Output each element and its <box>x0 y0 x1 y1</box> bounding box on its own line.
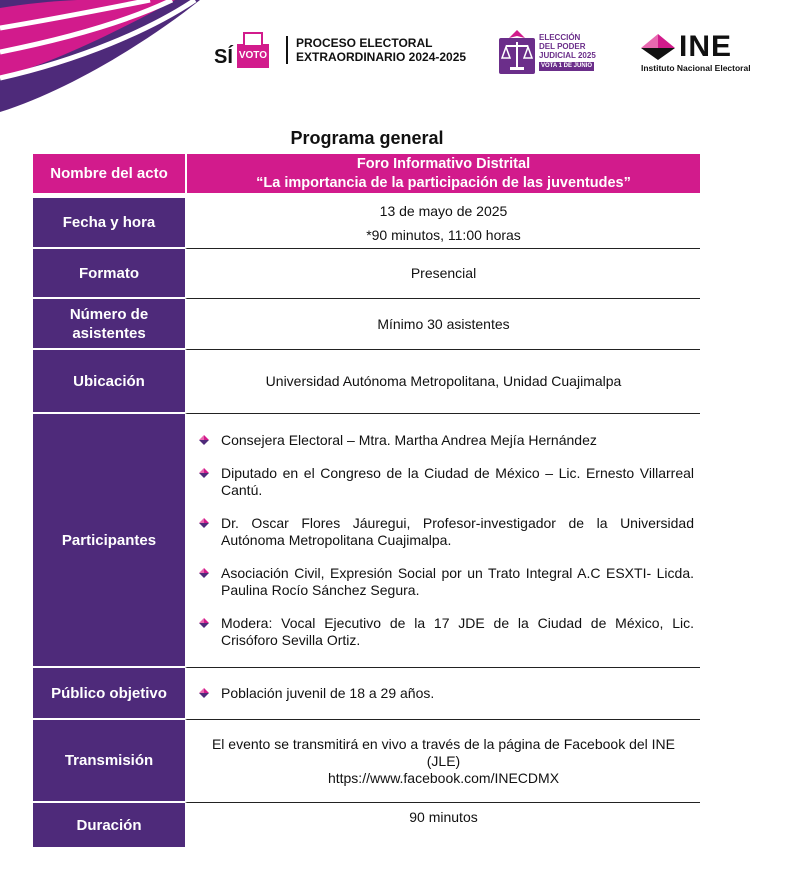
list-item <box>221 615 694 649</box>
label-participantes: Participantes <box>33 414 185 668</box>
label-numero-asistentes: Número de asistentes <box>33 299 185 350</box>
si-label: SÍ <box>214 46 233 68</box>
pj-line2: DEL PODER <box>539 42 586 51</box>
diamond-bullet-icon <box>199 688 209 698</box>
proceso-line2: EXTRAORDINARIO 2024-2025 <box>296 50 467 64</box>
page-title: Programa general <box>290 128 444 148</box>
row-formato <box>33 249 700 299</box>
value-participantes <box>185 414 700 668</box>
event-subtitle: “La importancia de la participación de las juventudes” <box>256 174 631 191</box>
ine-logo <box>641 32 751 73</box>
si-voto-logo <box>214 30 271 70</box>
participant-text: Diputado en el Congreso de la Ciudad de México – Lic. Ernesto Villarreal Cantú. <box>221 465 694 498</box>
participant-text: Asociación Civil, Expresión Social por un Trato Integral A.C ESXTI- Licda. Paulina Rocío Sánchez Segura. <box>221 565 694 598</box>
voto-label: VOTO <box>238 50 267 61</box>
value-formato: Presencial <box>185 249 700 299</box>
label-fecha-y-hora: Fecha y hora <box>33 198 185 249</box>
participant-text: Modera: Vocal Ejecutivo de la 17 JDE de la Ciudad de México, Lic. Crisóforo Sevilla Ortiz. <box>221 615 694 648</box>
scales-of-justice-icon <box>497 28 537 76</box>
value-nombre-del-acto <box>185 154 700 198</box>
row-fecha-y-hora <box>33 198 700 249</box>
row-nombre-del-acto <box>33 154 700 198</box>
diamond-bullet-icon <box>199 435 209 445</box>
row-participantes <box>33 414 700 668</box>
pj-line3: JUDICIAL 2025 <box>539 51 596 60</box>
diamond-bullet-icon <box>199 468 209 478</box>
value-fecha-y-hora <box>185 198 700 249</box>
label-duracion: Duración <box>33 803 185 847</box>
event-name: Foro Informativo Distrital <box>356 155 531 172</box>
row-numero-asistentes <box>33 299 700 350</box>
ine-subtitle: Instituto Nacional Electoral <box>641 63 751 73</box>
value-ubicacion: Universidad Autónoma Metropolitana, Unidad Cuajimalpa <box>185 350 700 414</box>
diamond-bullet-icon <box>199 618 209 628</box>
pj-line1: ELECCIÓN <box>539 33 581 42</box>
ine-diamond-icon <box>641 34 675 60</box>
proceso-electoral-text <box>286 36 466 64</box>
participant-text: Consejera Electoral – Mtra. Martha Andrea Mejía Hernández <box>221 432 597 448</box>
value-numero-asistentes: Mínimo 30 asistentes <box>185 299 700 350</box>
diamond-bullet-icon <box>199 568 209 578</box>
header-logos <box>0 24 791 94</box>
list-item <box>221 565 694 599</box>
list-item <box>221 515 694 549</box>
program-table <box>33 154 700 847</box>
row-publico-objetivo <box>33 668 700 720</box>
label-transmision: Transmisión <box>33 720 185 803</box>
row-transmision <box>33 720 700 803</box>
list-item <box>221 465 694 499</box>
event-duration-time: *90 minutos, 11:00 horas <box>366 226 521 243</box>
list-item <box>221 432 694 449</box>
ballot-box-icon <box>235 30 271 70</box>
event-date: 13 de mayo de 2025 <box>379 202 508 219</box>
transmision-text: El evento se transmitirá en vivo a través de la página de Facebook del INE (JLE) <box>211 735 676 769</box>
proceso-line1: PROCESO ELECTORAL <box>296 36 433 50</box>
label-formato: Formato <box>33 249 185 299</box>
row-ubicacion <box>33 350 700 414</box>
label-nombre-del-acto: Nombre del acto <box>33 154 185 198</box>
label-publico-objetivo: Público objetivo <box>33 668 185 720</box>
list-item <box>221 685 694 702</box>
value-publico-objetivo <box>185 668 700 720</box>
label-ubicacion: Ubicación <box>33 350 185 414</box>
pj-line4: VOTA 1 DE JUNIO <box>541 63 593 69</box>
publico-text: Población juvenil de 18 a 29 años. <box>221 685 435 701</box>
facebook-link[interactable]: https://www.facebook.com/INECDMX <box>327 769 560 786</box>
publico-list <box>187 685 700 702</box>
participants-list <box>187 432 700 649</box>
row-duracion <box>33 803 700 847</box>
poder-judicial-text <box>539 33 596 71</box>
participant-text: Dr. Oscar Flores Jáuregui, Profesor-investigador de la Universidad Autónoma Metropolitana Cuajimalpa. <box>221 515 694 548</box>
poder-judicial-logo <box>497 28 596 76</box>
diamond-bullet-icon <box>199 518 209 528</box>
ine-wordmark: INE <box>679 30 733 63</box>
value-transmision <box>185 720 700 803</box>
value-duracion: 90 minutos <box>185 803 700 847</box>
